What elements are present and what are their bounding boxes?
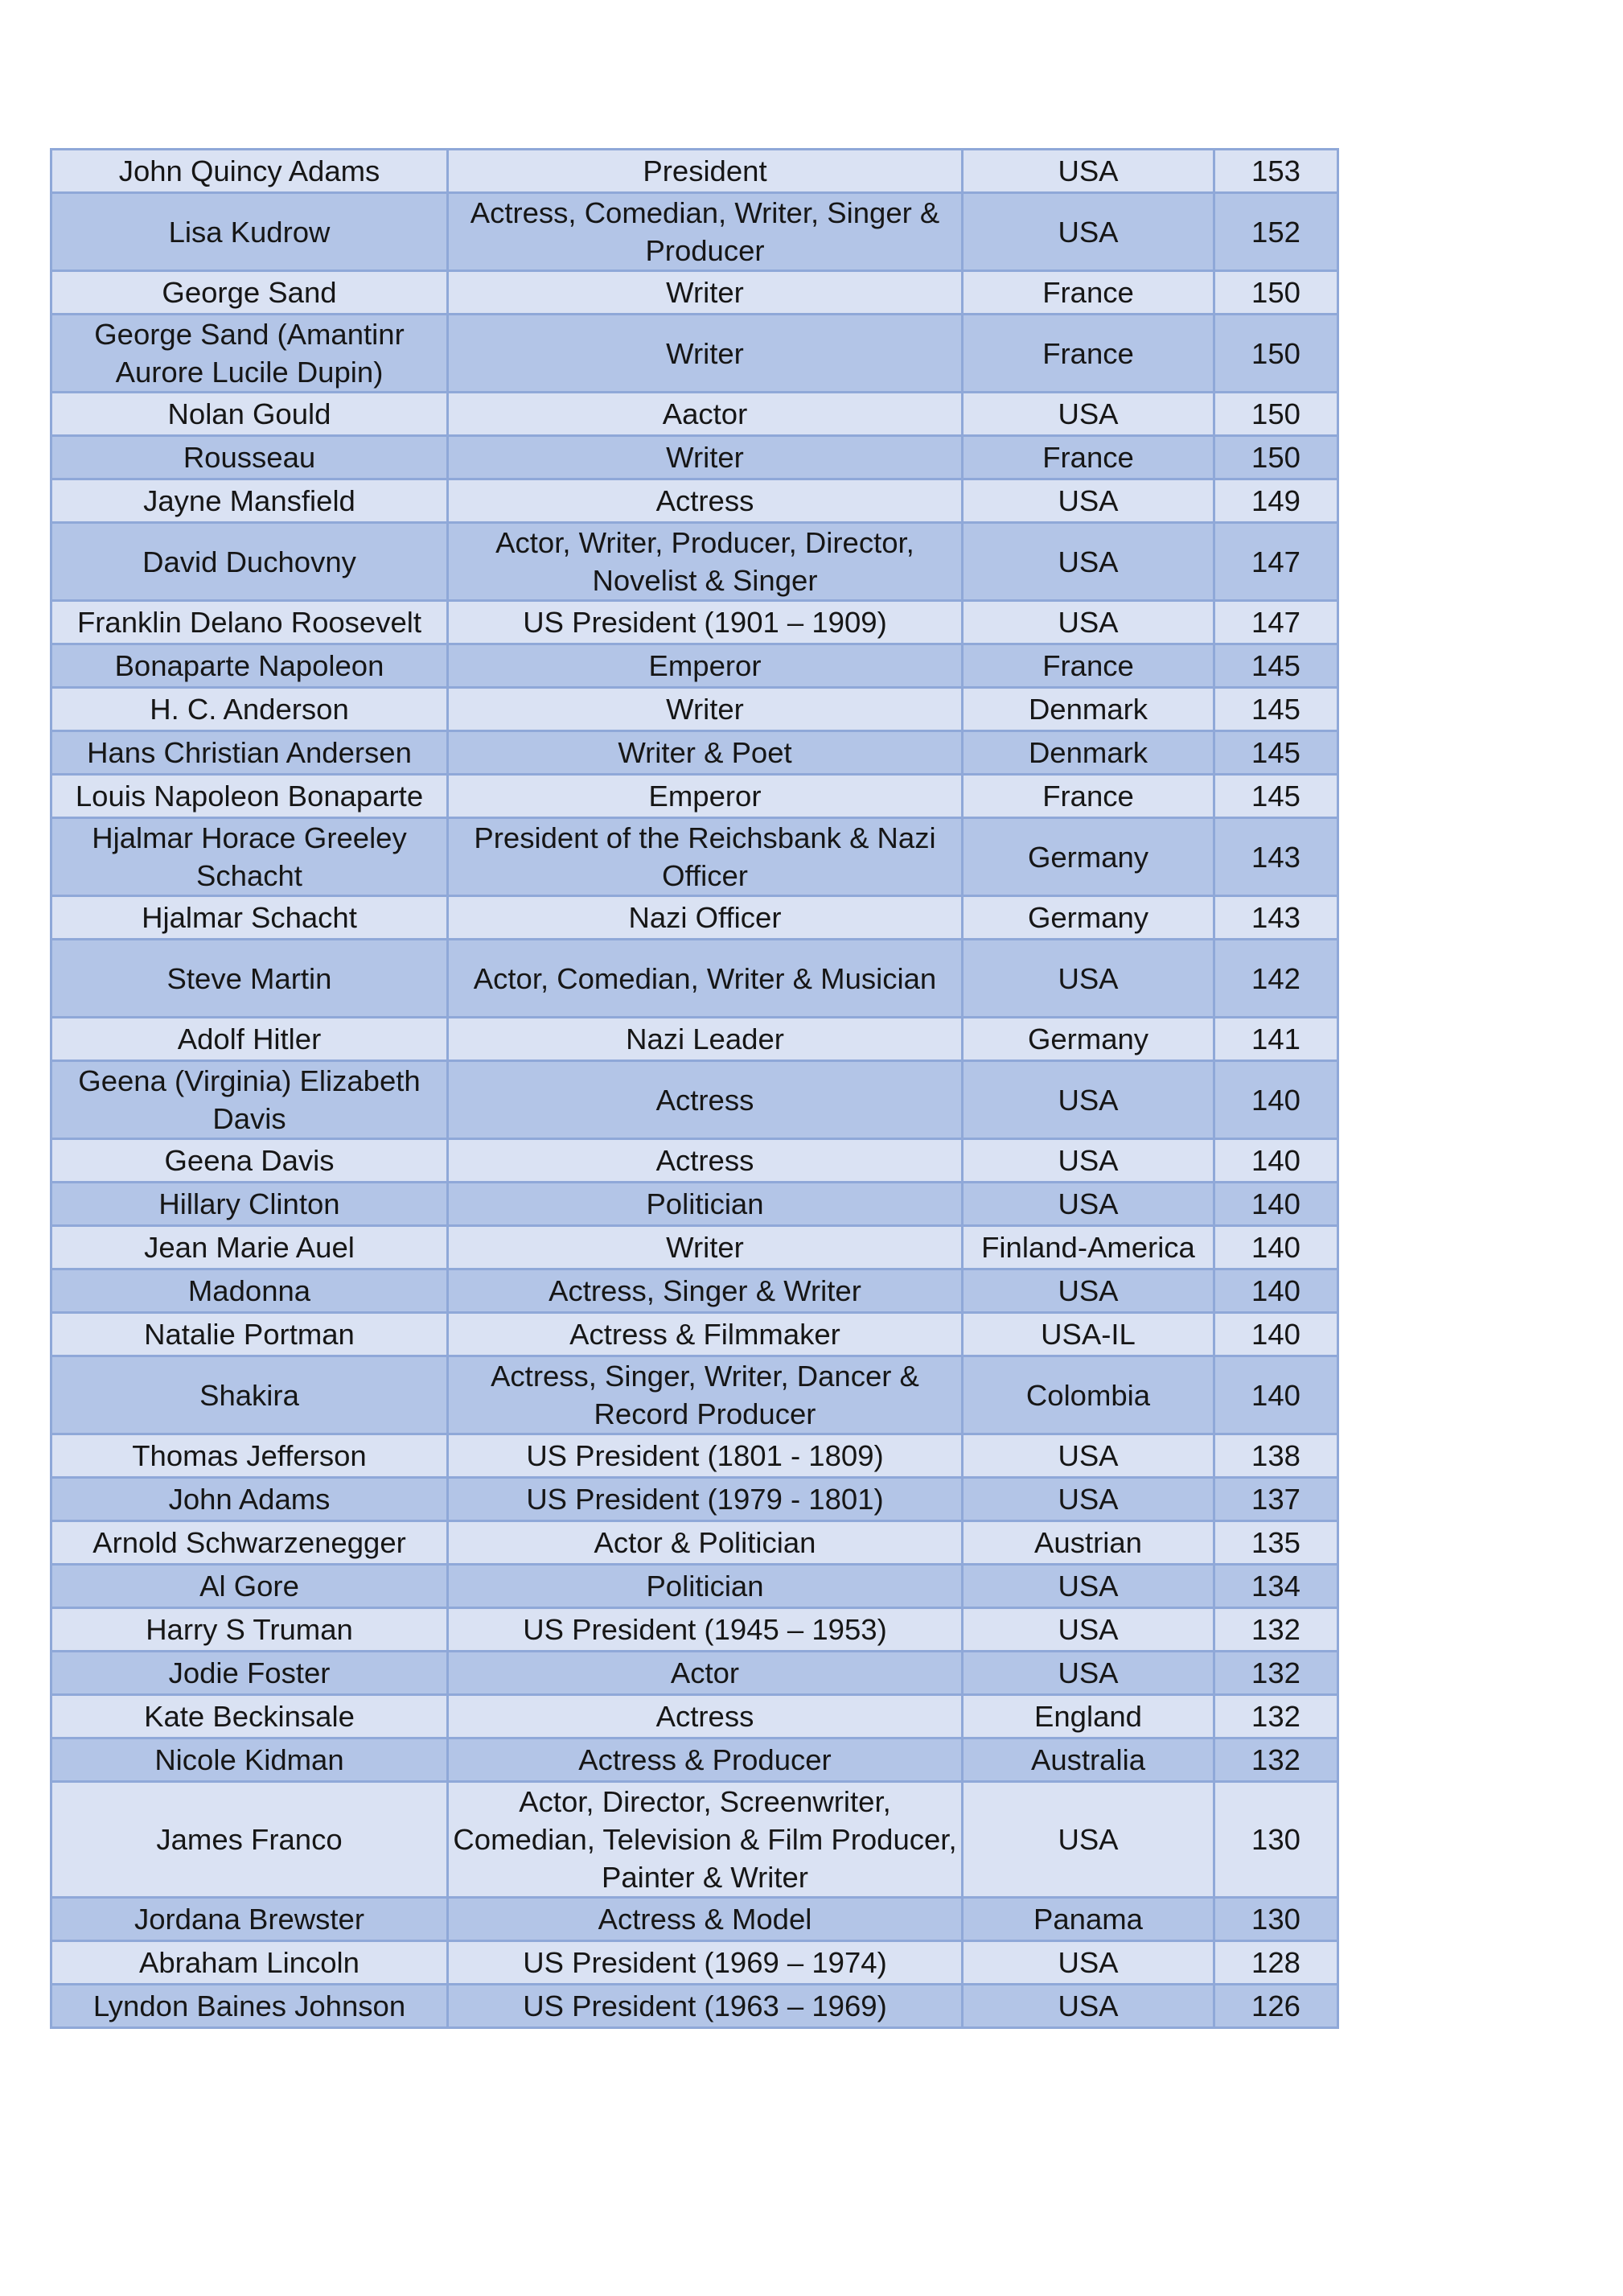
iq-cell: 145: [1214, 688, 1338, 731]
occupation-cell: Politician: [448, 1565, 963, 1608]
name-cell: Franklin Delano Roosevelt: [51, 601, 448, 644]
table-row: [51, 1313, 1338, 1356]
iq-cell: 130: [1214, 1782, 1338, 1898]
people-table: [50, 148, 1339, 2029]
occupation-cell: US President (1963 – 1969): [448, 1985, 963, 2028]
country-cell: England: [963, 1695, 1214, 1738]
occupation-cell: Actor, Director, Screenwriter, Comedian, Television & Film Producer, Painter & Writer: [448, 1782, 963, 1898]
iq-cell: 132: [1214, 1608, 1338, 1652]
iq-cell: 137: [1214, 1478, 1338, 1521]
name-cell: Madonna: [51, 1269, 448, 1313]
name-cell: Hans Christian Andersen: [51, 731, 448, 775]
occupation-cell: Emperor: [448, 775, 963, 818]
country-cell: USA-IL: [963, 1313, 1214, 1356]
iq-cell: 147: [1214, 601, 1338, 644]
name-cell: Jayne Mansfield: [51, 479, 448, 523]
occupation-cell: Actor: [448, 1652, 963, 1695]
name-cell: Jean Marie Auel: [51, 1226, 448, 1269]
occupation-cell: Actor & Politician: [448, 1521, 963, 1565]
iq-cell: 143: [1214, 818, 1338, 896]
country-cell: USA: [963, 193, 1214, 271]
iq-cell: 140: [1214, 1226, 1338, 1269]
table-row: [51, 1061, 1338, 1139]
occupation-cell: Actress, Singer, Writer, Dancer & Record Producer: [448, 1356, 963, 1434]
table-row: [51, 1695, 1338, 1738]
table-row: [51, 1608, 1338, 1652]
occupation-cell: US President (1969 – 1974): [448, 1941, 963, 1985]
table-row: [51, 644, 1338, 688]
table-row: [51, 896, 1338, 940]
country-cell: USA: [963, 1183, 1214, 1226]
name-cell: Bonaparte Napoleon: [51, 644, 448, 688]
country-cell: Colombia: [963, 1356, 1214, 1434]
country-cell: France: [963, 644, 1214, 688]
occupation-cell: Actor, Comedian, Writer & Musician: [448, 940, 963, 1018]
iq-cell: 140: [1214, 1356, 1338, 1434]
table-row: [51, 1941, 1338, 1985]
table-row: [51, 1521, 1338, 1565]
table-row: [51, 940, 1338, 1018]
country-cell: USA: [963, 150, 1214, 193]
country-cell: Germany: [963, 896, 1214, 940]
iq-cell: 145: [1214, 644, 1338, 688]
occupation-cell: Aactor: [448, 393, 963, 436]
country-cell: Germany: [963, 818, 1214, 896]
name-cell: Jordana Brewster: [51, 1898, 448, 1941]
iq-cell: 140: [1214, 1269, 1338, 1313]
country-cell: USA: [963, 523, 1214, 601]
name-cell: Nolan Gould: [51, 393, 448, 436]
iq-cell: 150: [1214, 315, 1338, 393]
table-row: [51, 271, 1338, 315]
country-cell: USA: [963, 940, 1214, 1018]
iq-cell: 130: [1214, 1898, 1338, 1941]
name-cell: Adolf Hitler: [51, 1018, 448, 1061]
table-row: [51, 1985, 1338, 2028]
iq-cell: 145: [1214, 731, 1338, 775]
occupation-cell: Actress & Producer: [448, 1738, 963, 1782]
occupation-cell: US President (1801 - 1809): [448, 1434, 963, 1478]
name-cell: Jodie Foster: [51, 1652, 448, 1695]
country-cell: USA: [963, 1565, 1214, 1608]
country-cell: USA: [963, 1782, 1214, 1898]
country-cell: USA: [963, 1061, 1214, 1139]
occupation-cell: President: [448, 150, 963, 193]
name-cell: Shakira: [51, 1356, 448, 1434]
country-cell: Austrian: [963, 1521, 1214, 1565]
name-cell: George Sand: [51, 271, 448, 315]
occupation-cell: Nazi Leader: [448, 1018, 963, 1061]
country-cell: Australia: [963, 1738, 1214, 1782]
country-cell: USA: [963, 601, 1214, 644]
occupation-cell: Actress: [448, 1139, 963, 1183]
occupation-cell: Emperor: [448, 644, 963, 688]
table-row: [51, 523, 1338, 601]
occupation-cell: Writer: [448, 436, 963, 479]
country-cell: Panama: [963, 1898, 1214, 1941]
iq-cell: 132: [1214, 1652, 1338, 1695]
table-row: [51, 193, 1338, 271]
name-cell: John Adams: [51, 1478, 448, 1521]
table-row: [51, 775, 1338, 818]
country-cell: France: [963, 271, 1214, 315]
country-cell: Denmark: [963, 688, 1214, 731]
table-row: [51, 1183, 1338, 1226]
country-cell: USA: [963, 1269, 1214, 1313]
occupation-cell: Actress, Singer & Writer: [448, 1269, 963, 1313]
occupation-cell: Writer: [448, 688, 963, 731]
table-row: [51, 818, 1338, 896]
country-cell: France: [963, 436, 1214, 479]
country-cell: USA: [963, 1608, 1214, 1652]
iq-cell: 135: [1214, 1521, 1338, 1565]
country-cell: USA: [963, 1985, 1214, 2028]
occupation-cell: Writer: [448, 1226, 963, 1269]
occupation-cell: Actress, Comedian, Writer, Singer & Producer: [448, 193, 963, 271]
iq-cell: 150: [1214, 271, 1338, 315]
table-row: [51, 1782, 1338, 1898]
occupation-cell: Writer: [448, 271, 963, 315]
occupation-cell: Politician: [448, 1183, 963, 1226]
table-row: [51, 315, 1338, 393]
people-table-body: [51, 150, 1338, 2028]
country-cell: Finland-America: [963, 1226, 1214, 1269]
occupation-cell: Actress & Filmmaker: [448, 1313, 963, 1356]
iq-cell: 128: [1214, 1941, 1338, 1985]
table-row: [51, 601, 1338, 644]
name-cell: Hillary Clinton: [51, 1183, 448, 1226]
table-row: [51, 436, 1338, 479]
name-cell: Kate Beckinsale: [51, 1695, 448, 1738]
occupation-cell: Writer & Poet: [448, 731, 963, 775]
iq-cell: 150: [1214, 393, 1338, 436]
country-cell: USA: [963, 1941, 1214, 1985]
country-cell: USA: [963, 479, 1214, 523]
iq-cell: 140: [1214, 1183, 1338, 1226]
name-cell: Natalie Portman: [51, 1313, 448, 1356]
name-cell: Hjalmar Schacht: [51, 896, 448, 940]
iq-cell: 126: [1214, 1985, 1338, 2028]
iq-cell: 140: [1214, 1313, 1338, 1356]
table-row: [51, 1898, 1338, 1941]
occupation-cell: Actress & Model: [448, 1898, 963, 1941]
name-cell: Lisa Kudrow: [51, 193, 448, 271]
name-cell: Lyndon Baines Johnson: [51, 1985, 448, 2028]
occupation-cell: US President (1945 – 1953): [448, 1608, 963, 1652]
iq-cell: 138: [1214, 1434, 1338, 1478]
country-cell: USA: [963, 1434, 1214, 1478]
name-cell: Al Gore: [51, 1565, 448, 1608]
name-cell: Louis Napoleon Bonaparte: [51, 775, 448, 818]
occupation-cell: Nazi Officer: [448, 896, 963, 940]
occupation-cell: US President (1901 – 1909): [448, 601, 963, 644]
iq-cell: 153: [1214, 150, 1338, 193]
table-row: [51, 731, 1338, 775]
name-cell: H. C. Anderson: [51, 688, 448, 731]
name-cell: Abraham Lincoln: [51, 1941, 448, 1985]
table-row: [51, 1738, 1338, 1782]
occupation-cell: Actor, Writer, Producer, Director, Novelist & Singer: [448, 523, 963, 601]
occupation-cell: Actress: [448, 479, 963, 523]
name-cell: Geena (Virginia) Elizabeth Davis: [51, 1061, 448, 1139]
table-row: [51, 1139, 1338, 1183]
iq-cell: 141: [1214, 1018, 1338, 1061]
name-cell: Arnold Schwarzenegger: [51, 1521, 448, 1565]
iq-cell: 132: [1214, 1738, 1338, 1782]
name-cell: David Duchovny: [51, 523, 448, 601]
iq-cell: 152: [1214, 193, 1338, 271]
country-cell: Germany: [963, 1018, 1214, 1061]
table-row: [51, 1269, 1338, 1313]
occupation-cell: US President (1979 - 1801): [448, 1478, 963, 1521]
name-cell: Hjalmar Horace Greeley Schacht: [51, 818, 448, 896]
iq-cell: 140: [1214, 1061, 1338, 1139]
occupation-cell: Actress: [448, 1061, 963, 1139]
table-row: [51, 1565, 1338, 1608]
country-cell: France: [963, 775, 1214, 818]
name-cell: Geena Davis: [51, 1139, 448, 1183]
table-row: [51, 1018, 1338, 1061]
country-cell: USA: [963, 1652, 1214, 1695]
iq-cell: 149: [1214, 479, 1338, 523]
iq-cell: 142: [1214, 940, 1338, 1018]
country-cell: Denmark: [963, 731, 1214, 775]
iq-cell: 147: [1214, 523, 1338, 601]
occupation-cell: Writer: [448, 315, 963, 393]
country-cell: USA: [963, 393, 1214, 436]
name-cell: Thomas Jefferson: [51, 1434, 448, 1478]
iq-cell: 145: [1214, 775, 1338, 818]
name-cell: John Quincy Adams: [51, 150, 448, 193]
table-row: [51, 688, 1338, 731]
iq-cell: 134: [1214, 1565, 1338, 1608]
table-row: [51, 150, 1338, 193]
iq-cell: 132: [1214, 1695, 1338, 1738]
table-row: [51, 393, 1338, 436]
country-cell: France: [963, 315, 1214, 393]
table-row: [51, 1226, 1338, 1269]
name-cell: Harry S Truman: [51, 1608, 448, 1652]
table-row: [51, 1434, 1338, 1478]
country-cell: USA: [963, 1478, 1214, 1521]
iq-cell: 150: [1214, 436, 1338, 479]
country-cell: USA: [963, 1139, 1214, 1183]
iq-cell: 143: [1214, 896, 1338, 940]
name-cell: Rousseau: [51, 436, 448, 479]
table-row: [51, 1478, 1338, 1521]
table-row: [51, 479, 1338, 523]
name-cell: Nicole Kidman: [51, 1738, 448, 1782]
name-cell: Steve Martin: [51, 940, 448, 1018]
table-row: [51, 1356, 1338, 1434]
table-row: [51, 1652, 1338, 1695]
iq-cell: 140: [1214, 1139, 1338, 1183]
name-cell: James Franco: [51, 1782, 448, 1898]
occupation-cell: Actress: [448, 1695, 963, 1738]
occupation-cell: President of the Reichsbank & Nazi Officer: [448, 818, 963, 896]
name-cell: George Sand (Amantinr Aurore Lucile Dupin): [51, 315, 448, 393]
